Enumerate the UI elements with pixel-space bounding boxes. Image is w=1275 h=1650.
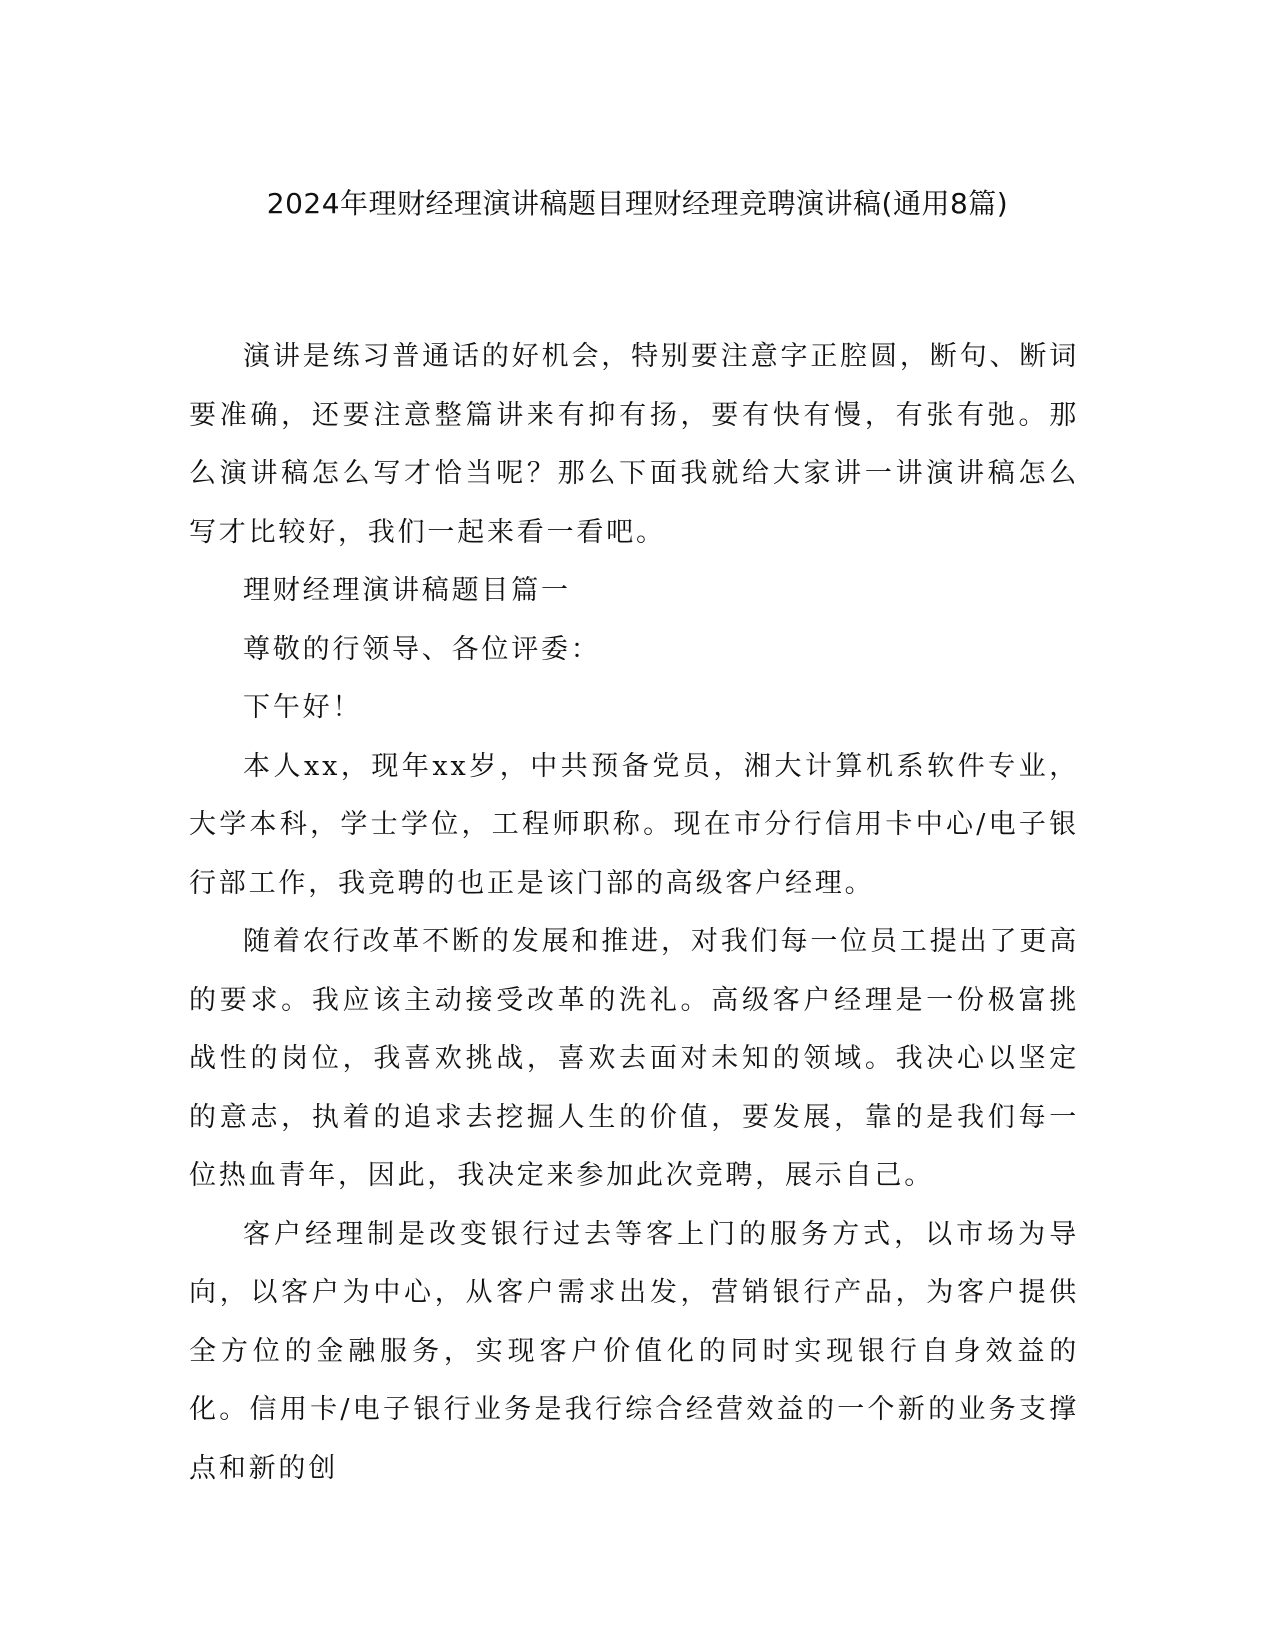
- paragraph-self-intro: 本人xx，现年xx岁，中共预备党员，湘大计算机系软件专业，大学本科，学士学位，工程师职称。现在市分行信用卡中心/电子银行部工作，我竞聘的也正是该门部的高级客户经理。: [189, 750, 1079, 899]
- paragraph-account-manager: 客户经理制是改变银行过去等客上门的服务方式，以市场为导向，以客户为中心，从客户需求出发，营销银行产品，为客户提供全方位的金融服务，实现客户价值化的同时实现银行自身效益的化。信用卡/电子银行业务是我行综合经营效益的一个新的业务支撑点和新的创: [189, 1218, 1079, 1484]
- greeting: 下午好！: [243, 692, 363, 723]
- document-body: [189, 328, 1079, 1498]
- paragraph-motivation: 随着农行改革不断的发展和推进，对我们每一位员工提出了更高的要求。我应该主动接受改革的洗礼。高级客户经理是一份极富挑战性的岗位，我喜欢挑战，喜欢去面对未知的领域。我决心以坚定的意志，执着的追求去挖掘人生的价值，要发展，靠的是我们每一位热血青年，因此，我决定来参加此次竞聘，展示自己。: [189, 926, 1079, 1191]
- salutation: 尊敬的行领导、各位评委：: [243, 633, 601, 665]
- document-title: 2024年理财经理演讲稿题目理财经理竞聘演讲稿(通用8篇): [266, 187, 1009, 220]
- section-heading: 理财经理演讲稿题目篇一: [243, 575, 571, 606]
- paragraph-intro: 演讲是练习普通话的好机会，特别要注意字正腔圆，断句、断词要准确，还要注意整篇讲来有抑有扬，要有快有慢，有张有弛。那么演讲稿怎么写才恰当呢？那么下面我就给大家讲一讲演讲稿怎么写才比较好，我们一起来看一看吧。: [189, 341, 1079, 548]
